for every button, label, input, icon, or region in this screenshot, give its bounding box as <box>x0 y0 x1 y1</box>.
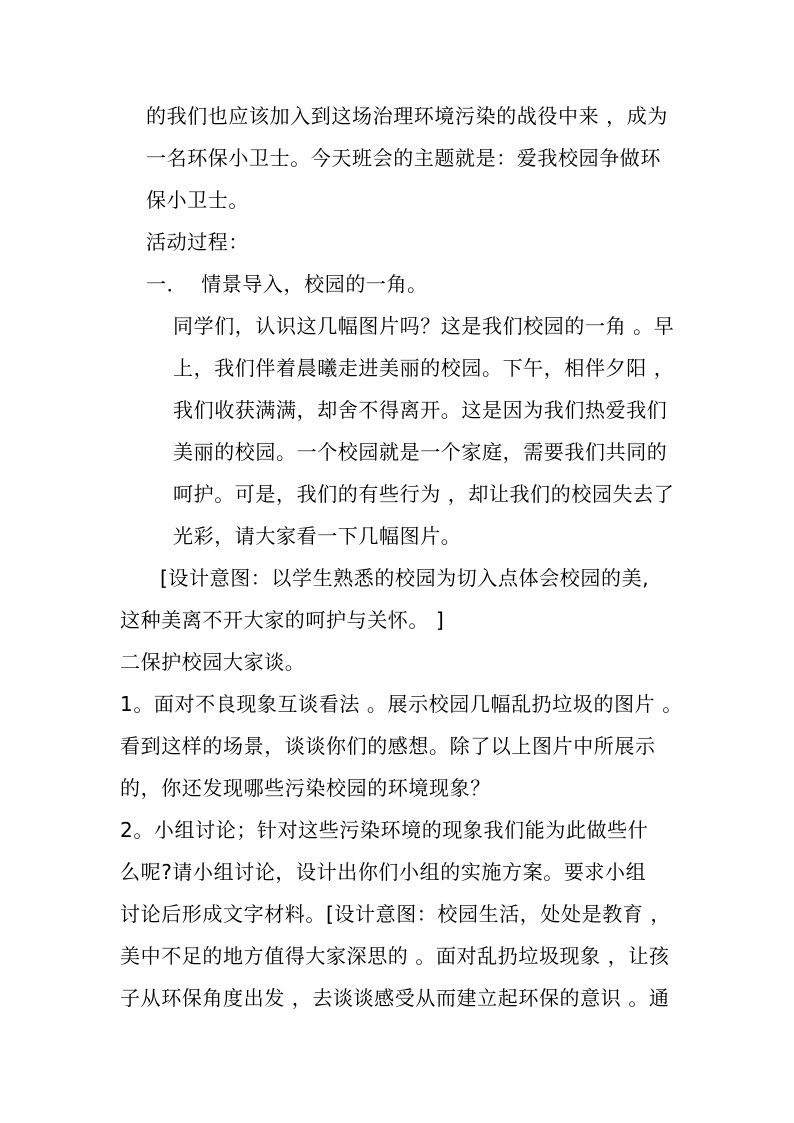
text-line: 2。小组讨论；针对这些污染环境的现象我们能为此做些什 <box>120 818 649 842</box>
text-line: 一． 情景导入，校园的一角。 <box>146 272 428 296</box>
text-line: 保小卫士。 <box>146 188 249 212</box>
text-line: 我们收获满满，却舍不得离开。这是因为我们热爱我们 <box>173 398 668 422</box>
text-line: 1。面对不良现象互谈看法 。展示校园几幅乱扔垃圾的图片 。 <box>120 692 683 716</box>
text-line: 上，我们伴着晨曦走进美丽的校园。下午，相伴夕阳 ， <box>173 356 675 380</box>
text-line: 看到这样的场景，谈谈你们的感想。除了以上图片中所展示 <box>120 734 656 758</box>
text-line: 的我们也应该加入到这场治理环境污染的战役中来 ，成为 <box>146 104 668 128</box>
text-line: 子从环保角度出发 ，去谈谈感受从而建立起环保的意识 。通 <box>120 986 670 1010</box>
text-line: 呵护。可是，我们的有些行为 ，却让我们的校园失去了 <box>173 482 675 506</box>
text-line: 美中不足的地方值得大家深思的 。面对乱扔垃圾现象 ，让孩 <box>120 944 670 968</box>
text-line: 同学们，认识这几幅图片吗？这是我们校园的一角 。早 <box>173 314 675 338</box>
text-line: 么呢?请小组讨论，设计出你们小组的实施方案。要求小组 <box>120 860 647 884</box>
text-line: 美丽的校园。一个校园就是一个家庭，需要我们共同的 <box>173 440 668 464</box>
text-line: 活动过程： <box>146 230 249 254</box>
section-heading: 二保护校园大家谈。 <box>120 650 306 674</box>
text-line: [设计意图：以学生熟悉的校园为切入点体会校园的美, <box>160 566 650 590</box>
text-line: 的，你还发现哪些污染校园的环境现象？ <box>120 776 491 800</box>
text-line: 这种美离不开大家的呵护与关怀。 ] <box>120 608 445 632</box>
text-line: 讨论后形成文字材料。[设计意图：校园生活，处处是教育 ， <box>120 902 671 926</box>
text-line: 光彩，请大家看一下几幅图片。 <box>173 524 462 548</box>
text-line: 一名环保小卫士。今天班会的主题就是：爱我校园争做环 <box>146 146 661 170</box>
